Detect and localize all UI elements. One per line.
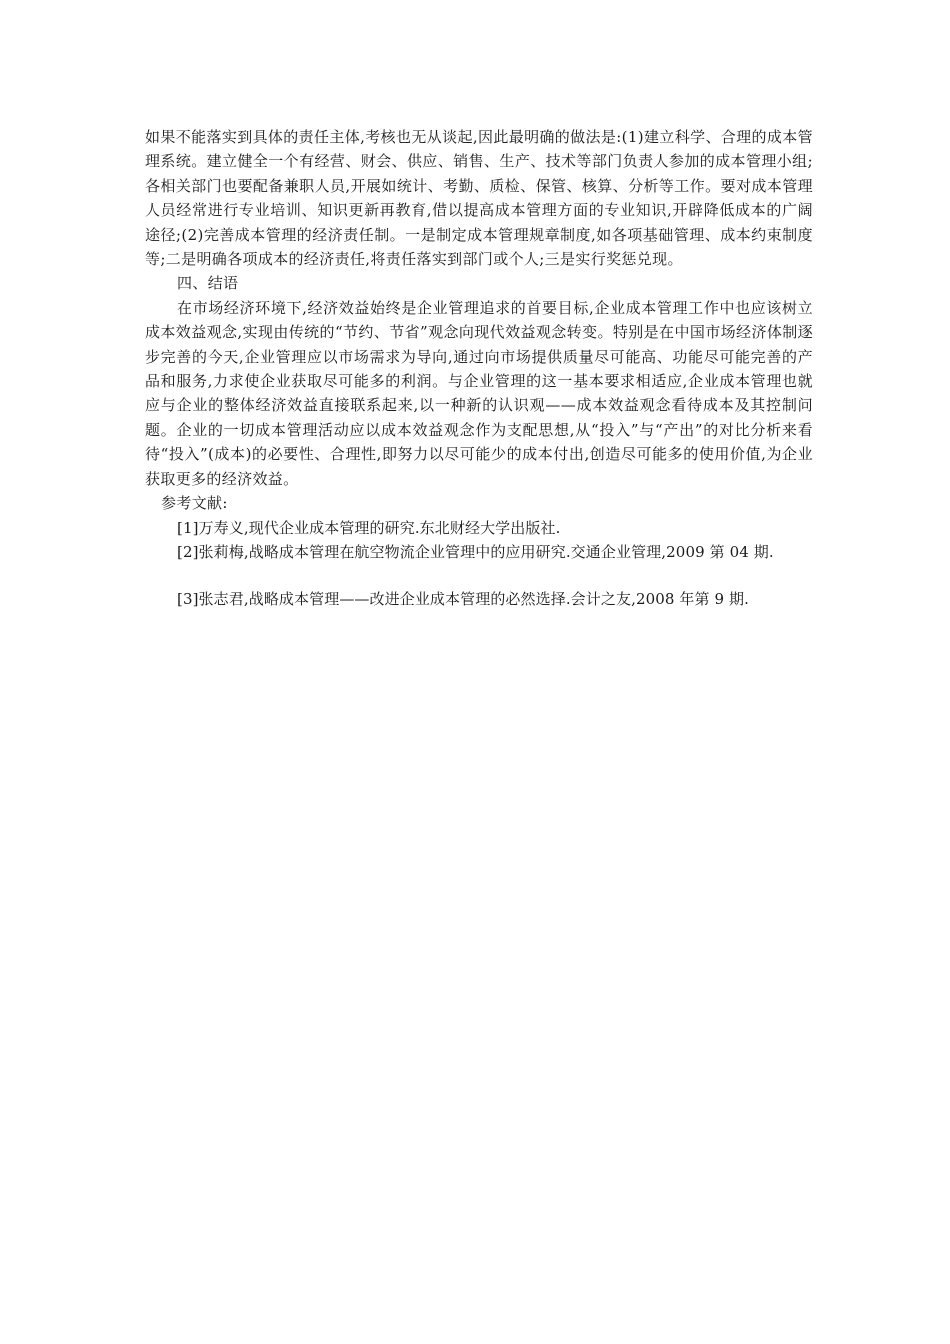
reference-item: [1]万寿义,现代企业成本管理的研究.东北财经大学出版社.	[177, 518, 561, 537]
body-paragraph-conclusion: 在市场经济环境下,经济效益始终是企业管理追求的首要目标,企业成本管理工作中也应该树立成本效益观念,实现由传统的“节约、节省”观念向现代效益观念转变。特别是在中国市场经济体制逐步完善的今天,企业管理应以市场需求为导向,通过向市场提供质量尽可能高、功能尽可能完善的产品和服务,力求使企业获取尽可能多的利润。与企业管理的这一基本要求相适应,企业成本管理也就应与企业的整体经济效益直接联系起来,以一种新的认识观——成本效益观念看待成本及其控制问题。企业的一切成本管理活动应以成本效益观念作为支配思想,从“投入”与“产出”的对比分析来看待“投入”(成本)的必要性、合理性,即努力以尽可能少的成本付出,创造尽可能多的使用价值,为企业获取更多的经济效益。	[145, 298, 813, 488]
body-paragraph-continued: 如果不能落实到具体的责任主体,考核也无从谈起,因此最明确的做法是:(1)建立科学、合理的成本管理系统。建立健全一个有经营、财会、供应、销售、生产、技术等部门负责人参加的成本管理小组;各相关部门也要配备兼职人员,开展如统计、考勤、质检、保管、核算、分析等工作。要对成本管理人员经常进行专业培训、知识更新再教育,借以提高成本管理方面的专业知识,开辟降低成本的广阔途径;(2)完善成本管理的经济责任制。一是制定成本管理规章制度,如各项基础管理、成本约束制度等;二是明确各项成本的经济责任,将责任落实到部门或个人;三是实行奖惩兑现。	[145, 128, 813, 269]
reference-item: [3]张志君,战略成本管理——改进企业成本管理的必然选择.会计之友,2008 年第 9 期.	[177, 590, 749, 609]
section-heading-conclusion: 四、结语	[177, 274, 239, 293]
references-list	[145, 516, 813, 612]
document-body	[145, 125, 813, 612]
references-title: 参考文献:	[161, 494, 228, 513]
reference-item: [2]张莉梅,战略成本管理在航空物流企业管理中的应用研究.交通企业管理,2009 第 04 期.	[177, 542, 774, 561]
